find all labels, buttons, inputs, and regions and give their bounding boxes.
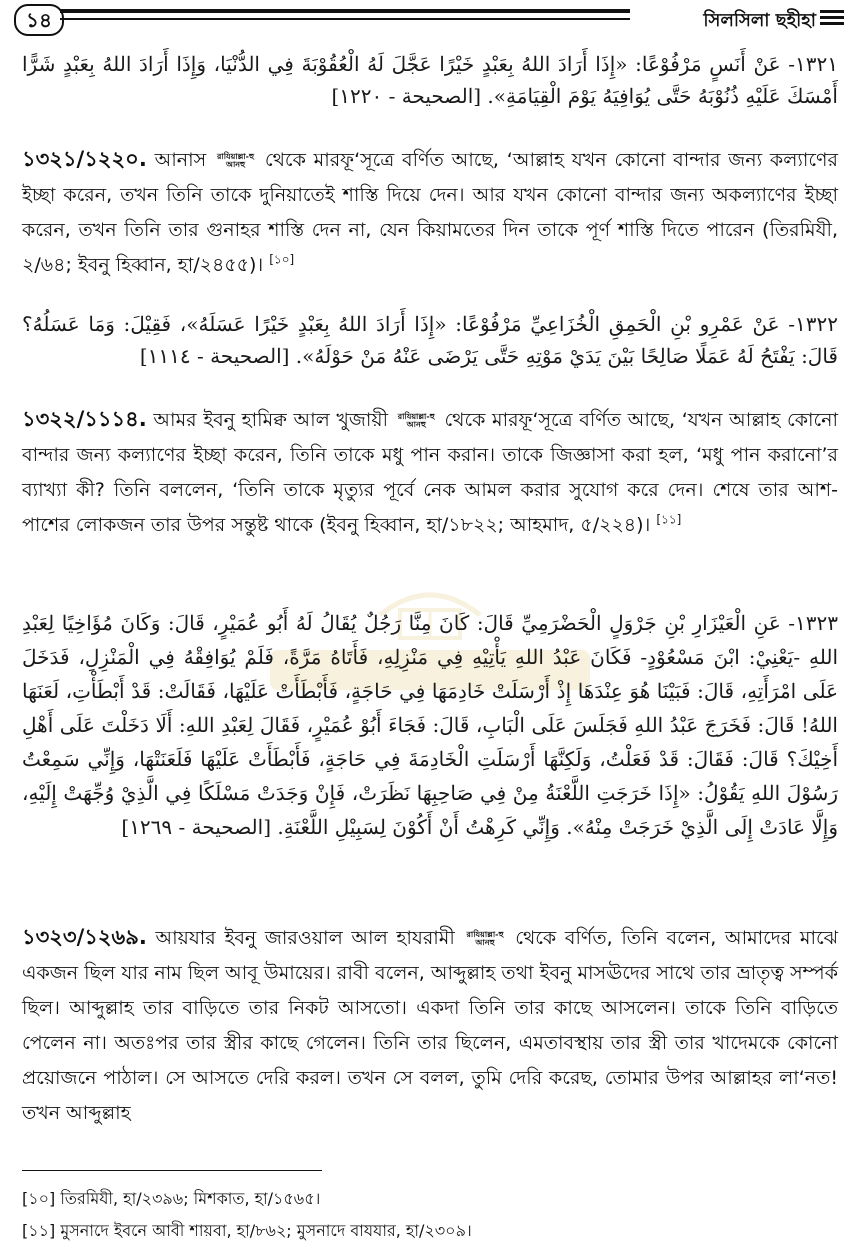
footnote-10: [১০] তিরমিযী, হা/২৩৯৬; মিশকাত, হা/১৫৬৫। [22,1189,321,1208]
honorific-mark: রাযিয়াল্লা-হু আনহু [217,151,255,169]
hadith-number: ১৩২১/১২২০. [22,147,147,171]
footnote-11: [১১] মুসনাদে ইবনে আবী শায়বা, হা/৮৬২; মুসনাদে বাযযার, হা/২৩০৯। [22,1221,472,1240]
bangla-hadith-1323 [22,920,838,1131]
hadith-translation: থেকে বর্ণিত, তিনি বলেন, আমাদের মাঝে একজন ছিল যার নাম ছিল আবূ উমায়ের। রাবী বলেন, আব্দুল্লাহ তথা ইবনু মাসঊদের সাথে তার ভ্রাতৃত্ব সম্পর্ক ছিল। আব্দুল্লাহ তার বাড়িতে তার নিকট আসতো। একদা তিনি তার কাছে আসলেন। তাকে তিনি বাড়িতে পেলেন না। অতঃপর তার স্ত্রীর কাছে গেলেন। তিনি তার ছিলেন, এমতাবস্থায় তার স্ত্রী তার খাদেমকে কোনো প্রয়োজনে পাঠাল। সে আসতে দেরি করল। তখন সে বলল, তুমি দেরি করেছ, তোমার উপর আল্লাহর লা‘নত! তখন আব্দুল্লাহ [22,927,838,1124]
bangla-hadith-1322 [22,402,838,543]
arabic-hadith-1322: ١٣٢٢- عَنْ عَمْرِو بْنِ الْحَمِقِ الْخُزَاعِيِّ مَرْفُوْعًا: «إِذَا أَرَادَ اللهُ بِعَبْدٍ خَيْرًا عَسَلَهُ»، فَقِيْلَ: وَمَا عَسَلُهُ؟ قَالَ: يَفْتَحُ لَهُ عَمَلًا صَالِحًا بَيْنَ يَدَيْ مَوْتِهِ حَتَّى يَرْضَى عَنْهُ مَنْ حَوْلَهُ». [الصحيحة - ١١١٤] [22,312,838,368]
page-number: ১৪ [14,4,64,36]
narrator-name: আনাস [154,149,207,171]
footnote-divider [22,1170,322,1171]
narrator-name: আয়যার ইবনু জারওয়াল আল হাযরামী [155,927,455,949]
header-rule [60,9,630,13]
hadith-translation: থেকে মারফূ‘সূত্রে বর্ণিত আছে, ‘আল্লাহ যখন কোনো বান্দার জন্য কল্যাণের ইচ্ছা করেন, তখন তিনি তাকে দুনিয়াতেই শাস্তি দিয়ে দেন। আর যখন কোনো বান্দার জন্য অকল্যাণের ইচ্ছা করেন, তখন তিনি তার গুনাহর শাস্তি দেন না, যেন কিয়ামতের দিন তাকে পূর্ণ শাস্তি দিতে পারেন (তিরমিযী, ২/৬৪; ইবনু হিব্বান, হা/২৪৫৫)। [22,149,838,276]
footnote-ref[interactable]: [১১] [656,512,682,527]
honorific-mark: রাযিয়াল্লা-হু আনহু [466,929,504,947]
header-ornament [820,10,844,28]
hadith-number: ১৩২৩/১২৬৯. [22,925,147,949]
header-rule-thin [60,18,630,20]
narrator-name: আমর ইবনু হামিক্ব আল খুজায়ী [153,409,389,431]
arabic-hadith-1321: ١٣٢١- عَنْ أَنَسٍ مَرْفُوْعًا: «إِذَا أَرَادَ اللهُ بِعَبْدٍ خَيْرًا عَجَّلَ لَهُ الْعُقُوْبَةَ فِي الدُّنْيَا، وَإِذَا أَرَادَ اللهُ بِعَبْدٍ شَرًّا أَمْسَكَ عَلَيْهِ ذُنُوْبَهُ حَتَّى يُوَافِيَهُ يَوْمَ الْقِيَامَةِ». [الصحيحة - ١٢٢٠] [22,52,838,108]
bangla-hadith-1321 [22,142,838,283]
hadith-number: ১৩২২/১১১৪. [22,407,147,431]
honorific-mark: রাযিয়াল্লা-হু আনহু [397,411,435,429]
footnote-ref[interactable]: [১০] [269,252,295,267]
book-title: সিলসিলা ছহীহা [703,10,816,31]
arabic-hadith-1323: ١٣٢٣- عَنِ الْعَيْزَارِ بْنِ جَرْوَلٍ الْحَضْرَمِيِّ قَالَ: كَانَ مِنَّا رَجُلٌ يُقَالُ لَهُ أَبُو عُمَيْرٍ، قَالَ: وَكَانَ مُؤَاخِيًا لِعَبْدِ اللهِ -يَعْنِيْ: ابْنَ مَسْعُوْدٍ- فَكَانَ عَبْدُ اللهِ يَأْتِيْهِ فِي مَنْزِلِهِ، فَأَتَاهُ مَرَّةً، فَلَمْ يُوَافِقْهُ فِي الْمَنْزِلِ، فَدَخَلَ عَلَى امْرَأَتِهِ، قَالَ: فَبَيْنَا هُوَ عِنْدَهَا إِذْ أَرْسَلَتْ خَادِمَهَا فِي حَاجَةٍ، فَأَبْطَأَتْ عَلَيْهَا، فَقَالَتْ: قَدْ أَبْطَأْتِ، لَعَنَهَا اللهُ! قَالَ: فَخَرَجَ عَبْدُ اللهِ فَجَلَسَ عَلَى الْبَابِ، قَالَ: فَجَاءَ أَبُوْ عُمَيْرٍ، فَقَالَ لِعَبْدِ اللهِ: أَلَا دَخَلْتَ عَلَى أَهْلِ أَخِيْكَ؟ قَالَ: فَقَالَ: قَدْ فَعَلْتُ، وَلَكِنَّهَا أَرْسَلَتِ الْخَادِمَةَ فِي حَاجَةٍ، فَأَبْطَأَتْ عَلَيْهَا فَلَعَنَتْهَا، وَإِنِّي سَمِعْتُ رَسُوْلَ اللهِ يَقُوْلُ: «إِذَا خَرَجَتِ اللَّعْنَةُ مِنْ فِي صَاحِبِهَا نَظَرَتْ، فَإِنْ وَجَدَتْ مَسْلَكًا فِي الَّذِيْ وُجِّهَتْ إِلَيْهِ، وَإِلَّا عَادَتْ إِلَى الَّذِيْ خَرَجَتْ مِنْهُ». وَإِنِّي كَرِهْتُ أَنْ أَكُوْنَ لِسَبِيْلِ اللَّعْنَةِ. [الصحيحة - ١٢٦٩] [22,611,838,839]
hadith-translation: থেকে মারফূ‘সূত্রে বর্ণিত আছে, ‘যখন আল্লাহ কোনো বান্দার জন্য কল্যাণের ইচ্ছা করেন, তিনি তাকে মধু পান করান। তাকে জিজ্ঞাসা করা হল, ‘মধু পান করানো’র ব্যাখ্যা কী? তিনি বললেন, ‘তিনি তাকে মৃত্যুর পূর্বে নেক আমল করার সুযোগ করে দেন। শেষে তার আশ-পাশের লোকজন তার উপর সন্তুষ্ট থাকে (ইবনু হিব্বান, হা/১৮২২; আহমাদ, ৫/২২৪)। [22,409,838,536]
page-header [0,0,858,40]
